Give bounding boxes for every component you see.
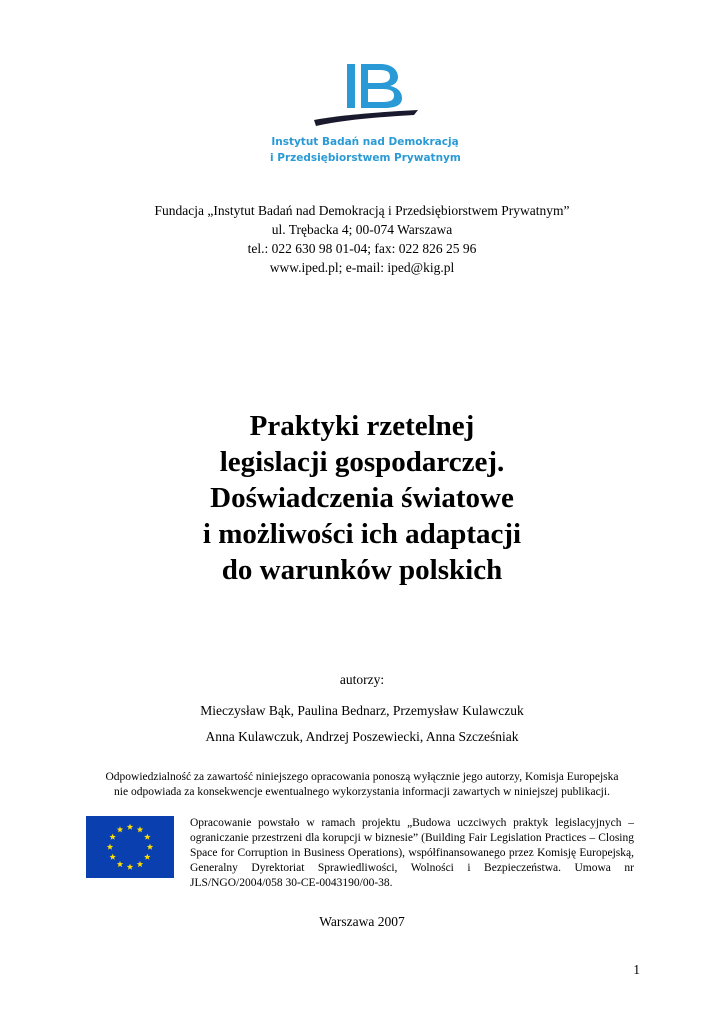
authors-label: autorzy: xyxy=(339,672,385,687)
title-line-1: Praktyki rzetelnej xyxy=(249,410,475,442)
iped-logo-mark-icon xyxy=(310,60,420,132)
authors-line-2: Anna Kulawczuk, Andrzej Poszewiecki, Anna Szcześniak xyxy=(205,729,519,744)
eu-star-icon xyxy=(137,826,143,832)
eu-star-icon xyxy=(127,824,133,830)
eu-star-icon xyxy=(109,834,115,840)
eu-star-icon xyxy=(144,834,150,840)
address-block xyxy=(0,201,724,277)
disclaimer-line-1: Odpowiedzialność za zawartość niniejszego opracowania ponoszą wyłącznie jego autorzy, Komisja Europejska xyxy=(105,771,619,783)
document-title xyxy=(0,408,724,588)
eu-flag-icon xyxy=(86,816,174,878)
iped-logo xyxy=(270,60,460,180)
logo-text-line1: Instytut Badań nad Demokracją xyxy=(271,136,459,148)
eu-star-icon xyxy=(109,854,115,860)
eu-star-icon xyxy=(137,861,143,867)
authors-line-1: Mieczysław Bąk, Paulina Bednarz, Przemysław Kulawczuk xyxy=(200,703,524,718)
title-line-3: Doświadczenia światowe xyxy=(210,482,514,514)
eu-star-icon xyxy=(117,861,123,867)
eu-star-icon xyxy=(127,864,133,870)
eu-star-icon xyxy=(144,854,150,860)
title-line-5: do warunków polskich xyxy=(221,554,503,586)
disclaimer xyxy=(0,770,724,800)
title-line-2: legislacji gospodarczej. xyxy=(219,446,505,478)
eu-star-icon xyxy=(107,844,113,850)
authors-block xyxy=(0,670,724,750)
address-phone: tel.: 022 630 98 01-04; fax: 022 826 25 96 xyxy=(247,241,477,256)
place-and-year: Warszawa 2007 xyxy=(319,914,405,929)
eu-star-icon xyxy=(117,826,123,832)
project-funding-note: Opracowanie powstało w ramach projektu „Budowa uczciwych praktyk legislacyjnych – ograniczanie przestrzeni dla korupcji w biznesie” (Building Fair Legislation Practices – Closing Space for Corruption in Business Operations), współfinansowanego przez Komisję Europejską, Generalny Dyrektoriat Sprawiedliwości, Wolności i Bezpieczeństwa. Umowa nr JLS/NGO/2004/058 30-CE-0043190/00-38. xyxy=(190,817,634,889)
page-number: 1 xyxy=(633,962,640,977)
address-street: ul. Trębacka 4; 00-074 Warszawa xyxy=(271,222,453,237)
logo-text-line2: i Przedsiębiorstwem Prywatnym xyxy=(270,152,461,164)
disclaimer-line-2: nie odpowiada za konsekwencje ewentualnego wykorzystania informacji zawartych w niniejszej publikacji. xyxy=(114,786,610,798)
address-web-email: www.iped.pl; e-mail: iped@kig.pl xyxy=(269,260,455,275)
title-line-4: i możliwości ich adaptacji xyxy=(202,518,522,550)
eu-star-icon xyxy=(147,844,153,850)
address-organization: Fundacja „Instytut Badań nad Demokracją i Przedsiębiorstwem Prywatnym” xyxy=(154,203,570,218)
